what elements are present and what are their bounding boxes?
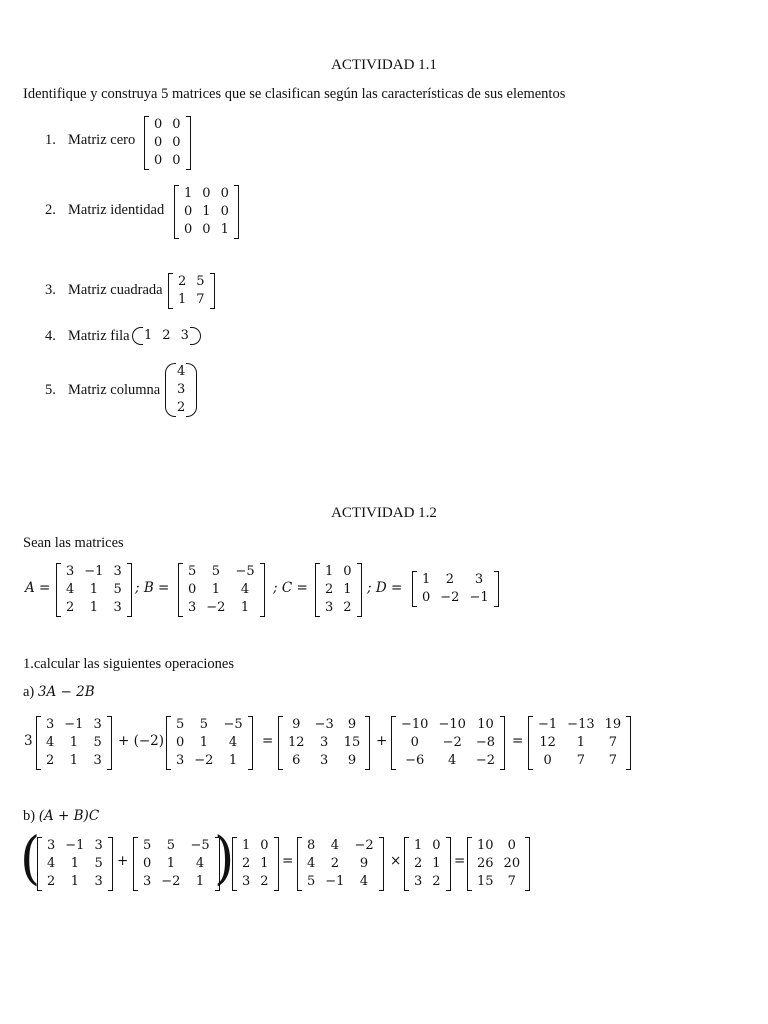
matrix-cell: 5: [166, 838, 175, 853]
matrix-cell: 7: [507, 874, 516, 889]
matrix-cell: 2: [178, 274, 187, 289]
matrix-cell: 2: [46, 753, 55, 768]
matrix-row: [173, 291, 210, 309]
open-paren: (: [20, 826, 41, 892]
matrix-cell: 2: [162, 328, 171, 343]
matrix-row: [171, 716, 248, 734]
matrix-cell: 5: [196, 274, 205, 289]
item-4-label: Matriz fila: [68, 328, 130, 344]
equals-2: =: [512, 733, 524, 749]
matrix-d: [412, 571, 499, 607]
actividad-1-1-intro: Identifique y construya 5 matrices que se clasifican según las características de sus elementos: [23, 86, 566, 102]
matrix-cell: 1: [166, 856, 175, 871]
equals-3: =: [282, 853, 294, 869]
matrix-cell: 4: [359, 874, 369, 889]
matrix-cell: 1: [199, 735, 208, 750]
matrix-row: [237, 873, 274, 891]
matrix-cell: 1: [70, 874, 79, 889]
matrix-cell: −8: [475, 735, 496, 750]
item-3-label: Matriz cuadrada: [68, 282, 163, 298]
matrix-row: [533, 734, 626, 752]
matrix-row: [409, 855, 446, 873]
matrix-cell: 10: [477, 717, 494, 732]
matrix-row: [417, 589, 494, 607]
matrix-cell: 3: [46, 717, 55, 732]
matrix-row: [472, 837, 525, 855]
matrix-cell: 1: [414, 838, 423, 853]
matrix-c-label: ; C =: [273, 580, 308, 596]
matrix-cell: 3: [180, 328, 189, 343]
plus-1: +: [376, 733, 388, 749]
matrix-cell: 2: [177, 400, 186, 415]
matrix-row: [149, 134, 186, 152]
matrix-a-label: A =: [25, 580, 51, 596]
matrix-cell: 3: [93, 753, 102, 768]
matrix-cell: −2: [161, 874, 181, 889]
matrix-row: [533, 752, 626, 770]
matrix-row: [171, 734, 248, 752]
matrix-cell: 0: [172, 135, 181, 150]
matrix-row: [41, 752, 107, 770]
matrix-cell: 1: [432, 856, 441, 871]
actividad-1-2-intro: Sean las matrices: [23, 535, 124, 551]
matrix-cell: −1: [538, 717, 558, 732]
matrix-cell: 2: [414, 856, 423, 871]
matrix-row: [183, 581, 260, 599]
matrix-cell: −10: [401, 717, 429, 732]
matrix-row: [172, 381, 190, 399]
matrix-cell: 1: [195, 874, 205, 889]
matrix-cell: −13: [567, 717, 595, 732]
matrix-cell: 0: [260, 838, 269, 853]
matrix-cell: 9: [359, 856, 369, 871]
times-sign: ×: [390, 853, 402, 869]
matrix-cell: 0: [143, 856, 152, 871]
matrix-row: [472, 855, 525, 873]
matrix-cell: 1: [144, 328, 153, 343]
matrix-cell: 1: [178, 292, 187, 307]
matrix-row: [533, 716, 626, 734]
matrix-row: [283, 734, 365, 752]
matrix-cell: 7: [608, 753, 618, 768]
matrix-cell: 4: [46, 735, 55, 750]
matrix-row: [409, 873, 446, 891]
matrix-row: [283, 716, 365, 734]
matrix-cell: −5: [190, 838, 210, 853]
matrix-cell: 1: [89, 582, 98, 597]
matrix-cell: 3: [319, 735, 329, 750]
matrix-cell: 0: [184, 222, 193, 237]
matrix-cell: 0: [220, 186, 229, 201]
matrix-cell: 1: [70, 856, 79, 871]
item-1-number: 1.: [45, 132, 56, 148]
matrix-cell: 0: [202, 222, 211, 237]
equals-1: =: [262, 733, 274, 749]
matrix-d-label: ; D =: [367, 580, 403, 596]
matrix-cell: 3: [319, 753, 329, 768]
matrix-cell: 5: [188, 564, 197, 579]
matrix-cell: 0: [220, 204, 229, 219]
matrix-cell: 5: [143, 838, 152, 853]
matrix-cell: 5: [93, 735, 102, 750]
item-2-label: Matriz identidad: [68, 202, 165, 218]
matrix-cell: 3: [113, 564, 122, 579]
matrix-row: [302, 837, 379, 855]
matrix-cell: 12: [288, 735, 305, 750]
matrix-cell: 3: [177, 382, 186, 397]
matrix-neg2b: [391, 716, 505, 770]
matrix-row: [320, 599, 357, 617]
part-b-label: b) (A + B)C: [23, 808, 100, 824]
matrix-cell: 4: [195, 856, 205, 871]
matrix-cell: 0: [543, 753, 552, 768]
a-matrix-b: [166, 716, 253, 770]
plus-2: +: [117, 853, 129, 869]
matrix-cell: 1: [220, 222, 229, 237]
matrix-row: [138, 837, 215, 855]
matrix-cell: 4: [448, 753, 457, 768]
matrix-cell: 9: [347, 717, 357, 732]
matrix-cell: 5: [307, 874, 316, 889]
plus-neg2: + (−2): [118, 733, 165, 749]
matrix-cell: 3: [66, 564, 75, 579]
matrix-cell: 2: [432, 874, 441, 889]
square-matrix: [168, 273, 215, 309]
matrix-cell: −10: [438, 717, 466, 732]
matrix-row: [41, 716, 107, 734]
matrix-cell: −1: [469, 590, 489, 605]
matrix-row: [396, 716, 500, 734]
matrix-row: [183, 599, 260, 617]
matrix-cell: 5: [94, 856, 103, 871]
matrix-row: [237, 837, 274, 855]
matrix-cell: 3: [474, 572, 484, 587]
matrix-cell: 10: [477, 838, 494, 853]
result-apb-c: [467, 837, 530, 891]
matrix-cell: 1: [422, 572, 431, 587]
matrix-row: [172, 363, 190, 381]
matrix-b: [178, 563, 265, 617]
matrix-a: [56, 563, 132, 617]
matrix-cell: 0: [176, 735, 185, 750]
matrix-cell: 2: [47, 874, 56, 889]
matrix-cell: −2: [440, 590, 460, 605]
part-a-label: a) 3A − 2B: [23, 684, 95, 700]
matrix-cell: 3: [94, 874, 103, 889]
matrix-row: [139, 327, 194, 345]
matrix-cell: 8: [307, 838, 316, 853]
matrix-cell: −1: [84, 564, 104, 579]
matrix-row: [183, 563, 260, 581]
matrix-cell: 1: [89, 600, 98, 615]
matrix-cell: 0: [172, 117, 181, 132]
matrix-cell: 1: [202, 204, 211, 219]
item-5-label: Matriz columna: [68, 382, 161, 398]
matrix-cell: 20: [503, 856, 521, 871]
item-4-number: 4.: [45, 328, 56, 344]
matrix-cell: 2: [330, 856, 339, 871]
matrix-cell: 4: [307, 856, 316, 871]
matrix-c: [315, 563, 362, 617]
matrix-row: [237, 855, 274, 873]
matrix-row: [173, 273, 210, 291]
identity-matrix: [174, 185, 239, 239]
close-paren: ): [214, 826, 235, 892]
matrix-row: [302, 855, 379, 873]
matrix-cell: −5: [235, 564, 255, 579]
matrix-cell: 3: [325, 600, 334, 615]
matrix-cell: 12: [539, 735, 556, 750]
matrix-cell: 3: [242, 874, 251, 889]
matrix-cell: 2: [325, 582, 334, 597]
matrix-row: [42, 855, 108, 873]
matrix-cell: 9: [347, 753, 357, 768]
matrix-cell: 0: [188, 582, 197, 597]
matrix-row: [149, 116, 186, 134]
matrix-cell: 19: [604, 717, 622, 732]
matrix-row: [171, 752, 248, 770]
zero-matrix: [144, 116, 191, 170]
b-matrix-c-2: [404, 837, 451, 891]
matrix-row: [302, 873, 379, 891]
matrix-row: [283, 752, 365, 770]
b-matrix-c: [232, 837, 279, 891]
matrix-row: [472, 873, 525, 891]
matrix-cell: 9: [292, 717, 301, 732]
matrix-cell: 4: [177, 364, 186, 379]
matrix-cell: 3: [414, 874, 423, 889]
matrix-cell: 5: [211, 564, 220, 579]
matrix-b-label: ; B =: [135, 580, 170, 596]
matrix-row: [320, 581, 357, 599]
matrix-cell: 3: [143, 874, 152, 889]
matrix-cell: 4: [47, 856, 56, 871]
coef-3: 3: [24, 733, 33, 749]
matrix-cell: 4: [66, 582, 75, 597]
matrix-cell: 3: [113, 600, 122, 615]
matrix-cell: −1: [64, 717, 84, 732]
matrix-row: [320, 563, 357, 581]
matrix-cell: 3: [176, 753, 185, 768]
matrix-cell: 0: [172, 153, 181, 168]
matrix-cell: −5: [223, 717, 243, 732]
matrix-row: [396, 752, 500, 770]
matrix-row: [41, 734, 107, 752]
matrix-cell: 0: [432, 838, 441, 853]
matrix-cell: −2: [442, 735, 462, 750]
matrix-cell: 0: [154, 117, 163, 132]
matrix-cell: −3: [314, 717, 334, 732]
matrix-cell: 0: [422, 590, 431, 605]
matrix-cell: 15: [343, 735, 361, 750]
matrix-cell: −6: [405, 753, 425, 768]
matrix-a-plus-b: [297, 837, 384, 891]
matrix-cell: 1: [184, 186, 193, 201]
result-3a-2b: [528, 716, 631, 770]
matrix-cell: −2: [475, 753, 496, 768]
matrix-cell: −1: [65, 838, 85, 853]
matrix-cell: 2: [445, 572, 454, 587]
matrix-cell: 4: [240, 582, 250, 597]
item-5-number: 5.: [45, 382, 56, 398]
matrix-cell: 4: [228, 735, 238, 750]
matrix-cell: 3: [93, 717, 102, 732]
matrix-row: [42, 873, 108, 891]
item-3-number: 3.: [45, 282, 56, 298]
matrix-cell: 1: [325, 564, 334, 579]
matrix-cell: 2: [66, 600, 75, 615]
matrix-cell: 1: [69, 735, 78, 750]
matrix-row: [149, 152, 186, 170]
matrix-cell: 0: [184, 204, 193, 219]
matrix-cell: 1: [576, 735, 586, 750]
matrix-cell: 26: [477, 856, 494, 871]
matrix-cell: 2: [343, 600, 352, 615]
matrix-cell: 5: [113, 582, 122, 597]
matrix-cell: 5: [199, 717, 208, 732]
matrix-cell: 0: [410, 735, 419, 750]
column-matrix: [165, 363, 197, 417]
b-matrix-b: [133, 837, 220, 891]
matrix-row: [42, 837, 108, 855]
matrix-cell: 1: [343, 582, 352, 597]
matrix-cell: 1: [69, 753, 78, 768]
matrix-cell: 0: [154, 135, 163, 150]
a-matrix-a: [36, 716, 112, 770]
task-heading: 1.calcular las siguientes operaciones: [23, 656, 234, 672]
matrix-cell: 1: [228, 753, 238, 768]
matrix-cell: 3: [188, 600, 197, 615]
matrix-row: [138, 855, 215, 873]
row-matrix: [132, 327, 201, 345]
b-matrix-a: [37, 837, 113, 891]
matrix-cell: 15: [477, 874, 494, 889]
actividad-1-1-title: ACTIVIDAD 1.1: [331, 57, 437, 73]
matrix-cell: 0: [202, 186, 211, 201]
matrix-cell: 2: [260, 874, 269, 889]
matrix-cell: 7: [608, 735, 618, 750]
matrix-cell: 1: [260, 856, 269, 871]
matrix-cell: 0: [154, 153, 163, 168]
matrix-cell: −1: [325, 874, 345, 889]
matrix-cell: 0: [343, 564, 352, 579]
matrix-cell: 4: [330, 838, 339, 853]
matrix-row: [409, 837, 446, 855]
matrix-cell: 1: [242, 838, 251, 853]
matrix-row: [417, 571, 494, 589]
matrix-cell: 1: [211, 582, 220, 597]
actividad-1-2-title: ACTIVIDAD 1.2: [331, 505, 437, 521]
matrix-cell: −2: [354, 838, 374, 853]
item-1-label: Matriz cero: [68, 132, 136, 148]
matrix-cell: 0: [507, 838, 516, 853]
matrix-cell: 1: [240, 600, 250, 615]
matrix-cell: 3: [94, 838, 103, 853]
matrix-cell: 2: [242, 856, 251, 871]
matrix-cell: 5: [176, 717, 185, 732]
matrix-cell: 6: [292, 753, 301, 768]
matrix-cell: −2: [206, 600, 226, 615]
matrix-row: [61, 563, 127, 581]
matrix-row: [61, 581, 127, 599]
matrix-row: [61, 599, 127, 617]
matrix-row: [396, 734, 500, 752]
matrix-cell: −2: [194, 753, 214, 768]
matrix-cell: 3: [47, 838, 56, 853]
matrix-row: [172, 399, 190, 417]
matrix-cell: 7: [196, 292, 205, 307]
matrix-row: [179, 185, 234, 203]
matrix-row: [179, 221, 234, 239]
matrix-row: [179, 203, 234, 221]
item-2-number: 2.: [45, 202, 56, 218]
equals-4: =: [454, 853, 466, 869]
matrix-3a: [278, 716, 370, 770]
matrix-cell: 7: [576, 753, 586, 768]
matrix-row: [138, 873, 215, 891]
